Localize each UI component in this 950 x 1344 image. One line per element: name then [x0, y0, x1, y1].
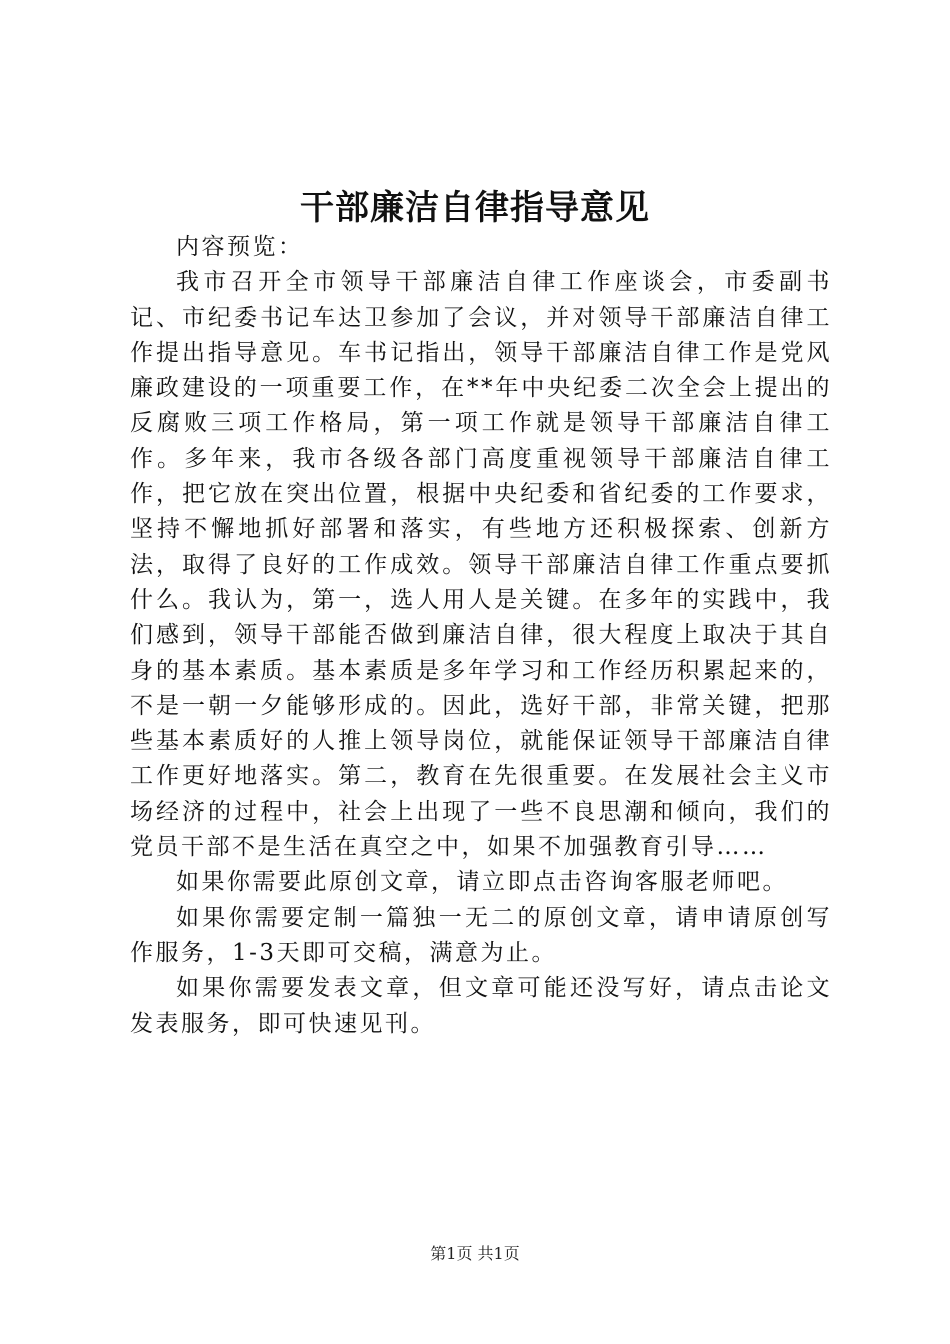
body-paragraph: 我市召开全市领导干部廉洁自律工作座谈会，市委副书记、市纪委书记车达卫参加了会议，并对领导干部廉洁自律工作提出指导意见。车书记指出，领导干部廉洁自律工作是党风廉政建设的一项重要工作，在**年中央纪委二次全会上提出的反腐败三项工作格局，第一项工作就是领导干部廉洁自律工作。多年来，我市各级各部门高度重视领导干部廉洁自律工作，把它放在突出位置，根据中央纪委和省纪委的工作要求，坚持不懈地抓好部署和落实，有些地方还积极探索、创新方法，取得了良好的工作成效。领导干部廉洁自律工作重点要抓什么。我认为，第一，选人用人是关键。在多年的实践中，我们感到，领导干部能否做到廉洁自律，很大程度上取决于其自身的基本素质。基本素质是多年学习和工作经历积累起来的，不是一朝一夕能够形成的。因此，选好干部，非常关键，把那些基本素质好的人推上领导岗位，就能保证领导干部廉洁自律工作更好地落实。第二，教育在先很重要。在发展社会主义市场经济的过程中，社会上出现了一些不良思潮和倾向，我们的党员干部不是生活在真空之中，如果不加强教育引导…… — [130, 269, 832, 861]
consult-paragraph: 如果你需要此原创文章，请立即点击咨询客服老师吧。 — [176, 869, 788, 896]
document-body — [130, 230, 832, 1042]
publish-paragraph: 如果你需要发表文章，但文章可能还没写好，请点击论文发表服务，即可快速见刊。 — [130, 975, 832, 1037]
document-title: 干部廉洁自律指导意见 — [300, 188, 650, 228]
custom-writing-paragraph: 如果你需要定制一篇独一无二的原创文章，请申请原创写作服务，1-3天即可交稿，满意为止。 — [130, 904, 832, 966]
preview-label: 内容预览： — [176, 234, 304, 260]
page-number: 第1页 共1页 — [430, 1244, 520, 1263]
